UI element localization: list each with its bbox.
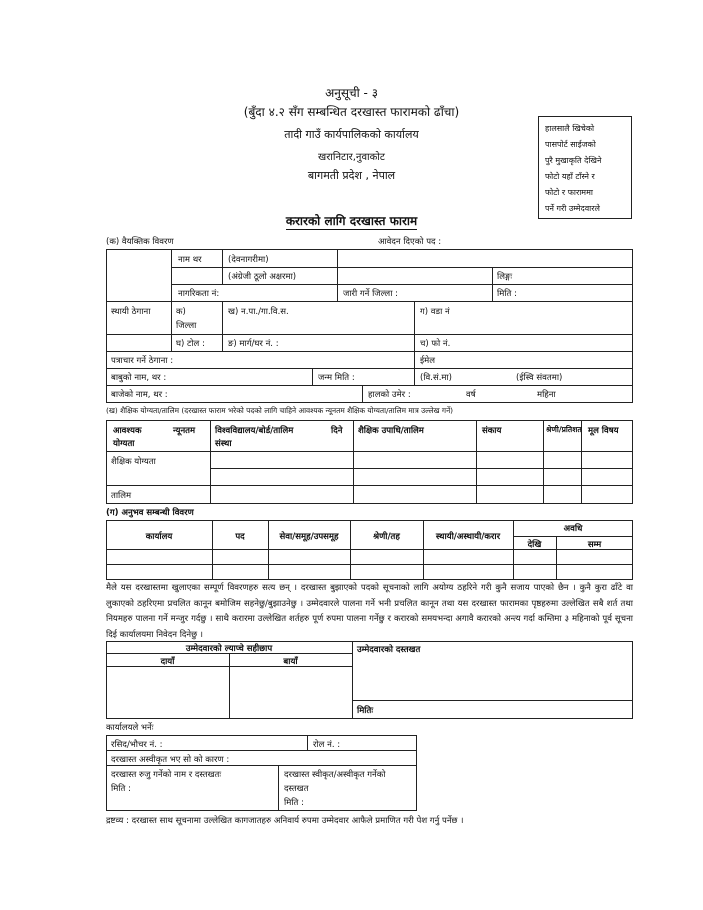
post-applied-label: आवेदन दिएको पद : <box>378 237 442 247</box>
municipality-label: ख) न.पा./गा.वि.स. <box>228 307 289 317</box>
issue-district-label: जारी गर्ने जिल्ला : <box>343 289 398 299</box>
note-text: द्रष्टव्य : दरखास्त साथ सूचनामा उल्लेखित कागजातहरु अनिवार्य रुपमा उम्मेदवार आफैले प्रमाणित गरी पेश गर्नु पर्नेछ । <box>106 816 464 826</box>
form-reference: (बुँदा ४.२ सँग सम्बन्धित दरखास्त फारामको ढाँचा) <box>243 105 460 119</box>
exp-col-service: सेवा/समूह/उपसमूह <box>279 532 339 542</box>
edu-row-training: तालिम <box>111 491 132 501</box>
edu-row-qualification: शैक्षिक योग्यता <box>111 457 156 467</box>
office-use-label: कार्यालयले भर्नेः <box>106 723 154 733</box>
issue-date-label: मिति : <box>497 289 517 299</box>
receipt-number-label: रसिद/भौचर नं. : <box>111 740 163 750</box>
exp-col-office: कार्यालय <box>145 532 173 542</box>
dob-bs-label: (वि.सं.मा) <box>420 373 452 383</box>
exp-col-from: देखि <box>527 540 542 550</box>
approver-date-label: मिति : <box>284 798 304 808</box>
exp-col-type: स्थायी/अस्थायी/करार <box>435 532 501 542</box>
edu-col-division: श्रेणी/प्रतिशत <box>546 425 582 434</box>
exp-col-to: सम्म <box>587 540 602 550</box>
permanent-address-label: स्थायी ठेगाना <box>111 307 151 317</box>
dob-ad-label: (ईस्वि संवतमा) <box>516 373 563 383</box>
section-kh-heading: (ख) शैक्षिक योग्यता/तालिम (दरखास्त फाराम भरेको पदको लागि चाहिने आवश्यक न्यूनतम शैक्षिक योग्यता/तालिम मात्र उल्लेख गर्ने) <box>106 406 454 415</box>
verifier-date-label: मिति : <box>111 784 131 794</box>
photo-text: फोटो र फाराममा <box>545 188 593 197</box>
province: बागमती प्रदेश , नेपाल <box>307 169 396 182</box>
exp-col-post: पद <box>235 532 245 542</box>
edu-col-required-c: योग्यता <box>113 439 135 449</box>
ward-label: ग) वडा नं <box>420 307 450 317</box>
phone-label: च) फो नं. <box>420 339 451 349</box>
edu-col-degree: शैक्षिक उपाधि/तालिम <box>358 426 424 436</box>
section-k-heading: (क) वैयक्तिक विवरण <box>106 237 174 247</box>
grandfather-label: बाजेको नाम, थर : <box>111 390 168 400</box>
thumb-right-label: दायाँ <box>160 657 175 667</box>
annex-number: अनुसूची - ३ <box>325 86 378 100</box>
roll-number-label: रोल नं. : <box>313 740 341 750</box>
mailing-address-label: पत्राचार गर्ने ठेगाना : <box>111 356 174 366</box>
english-label: (अंग्रेजी ठूलो अक्षरमा) <box>228 272 297 282</box>
gender-label: लिङ्गः <box>497 272 513 282</box>
office-address: खरानिटार,नुवाकोट <box>318 152 385 163</box>
devanagari-label: (देवनागरीमा) <box>228 255 269 265</box>
candidate-signature-label: उम्मेदवारको दस्तखत <box>357 645 421 655</box>
signature-date-label: मितिः <box>357 706 374 716</box>
exp-col-level: श्रेणी/तह <box>373 532 400 542</box>
exp-col-period: अवधि <box>563 524 583 534</box>
current-age-label: हालको उमेर : <box>368 390 411 400</box>
form-title: करारको लागि दरखास्त फाराम <box>285 214 418 228</box>
name-label: नाम थर <box>178 255 202 265</box>
tole-label: घ) टोल : <box>176 339 205 349</box>
section-g-heading: (ग) अनुभव सम्बन्धी विवरण <box>106 508 194 518</box>
photo-text: फोटो यहाँ टाँस्ने र <box>545 172 595 181</box>
edu-col-institution-b: दिने <box>331 426 343 436</box>
rejection-reason-label: दरखास्त अस्वीकृत भए सो को कारण : <box>111 755 230 765</box>
thumbprint-heading: उम्मेदवारको ल्याप्चे सहीछाप <box>185 644 273 654</box>
photo-box <box>538 116 632 219</box>
father-name-label: बाबुको नाम, थर : <box>111 373 167 383</box>
months-label: महिना <box>537 390 556 400</box>
verifier-label: दरखास्त रुजु गर्नेको नाम र दस्तखतः <box>111 770 222 780</box>
office-name: तादी गाउँ कार्यपालिकको कार्यालय <box>284 128 419 141</box>
years-label: वर्ष <box>466 390 476 400</box>
approver-label: दरखास्त स्वीकृत/अस्वीकृत गर्नेको <box>284 770 386 780</box>
road-label: ङ) मार्ग/घर नं. : <box>228 339 279 349</box>
edu-col-institution-c: संस्था <box>215 439 232 449</box>
photo-text: पुरै मुखाकृति देखिने <box>545 156 602 165</box>
photo-text: पासपोर्ट साईजको <box>545 140 596 149</box>
declaration-text: मैले यस दरखास्तमा खुलाएका सम्पूर्ण विवरणहरु सत्य छन् । दरखास्त बुझाएको पदको सूचनाको लागि अयोग्य ठहरिने गरी कुनै सजाय पाएको छैन । कुनै कुरा ढाँटे वा लुकाएको ठहरिएमा प्रचलित कानून बमोजिम सहनेछु/बुझाउनेछु । उम्मेदवारले पालना गर्ने भनी प्रचलित कानून तथा यस दरखास्त फारामका पृष्ठहरुमा उल्लेखित सबै शर्त तथा नियमहरु पालना गर्ने मन्जुर गर्दछु । साथै करारमा उल्लेखित शर्तहरु पूर्ण रुपमा पालना गर्नेछु र करारको समयभन्दा अगावै करारको अन्त्य गर्दा कम्तिमा ३ महिनाको पूर्व सूचना दिई कार्यालयमा निवेदन दिनेछु । <box>106 583 633 640</box>
photo-text: पर्ने गरी उम्मेदवारले <box>545 204 600 213</box>
email-label: ईमेल <box>420 356 436 366</box>
approver-signature-label: दस्तखत <box>284 784 309 794</box>
edu-col-required-b: न्यूनतम <box>173 426 196 436</box>
thumb-left-label: बायाँ <box>283 657 298 667</box>
district-label: जिल्ला <box>176 321 197 331</box>
dob-label: जन्म मिति : <box>318 373 355 383</box>
edu-col-institution-a: विश्वविद्यालय/बोर्ड/तालिम <box>215 426 294 436</box>
edu-col-faculty: संकाय <box>482 426 502 436</box>
edu-col-subject: मूल विषय <box>588 426 619 436</box>
citizenship-label: नागरिकता नं: <box>178 289 220 299</box>
photo-text: हालसालै खिचेको <box>545 124 595 133</box>
edu-col-required-a: आवश्यक <box>113 426 142 436</box>
district-prefix: क) <box>176 307 186 317</box>
